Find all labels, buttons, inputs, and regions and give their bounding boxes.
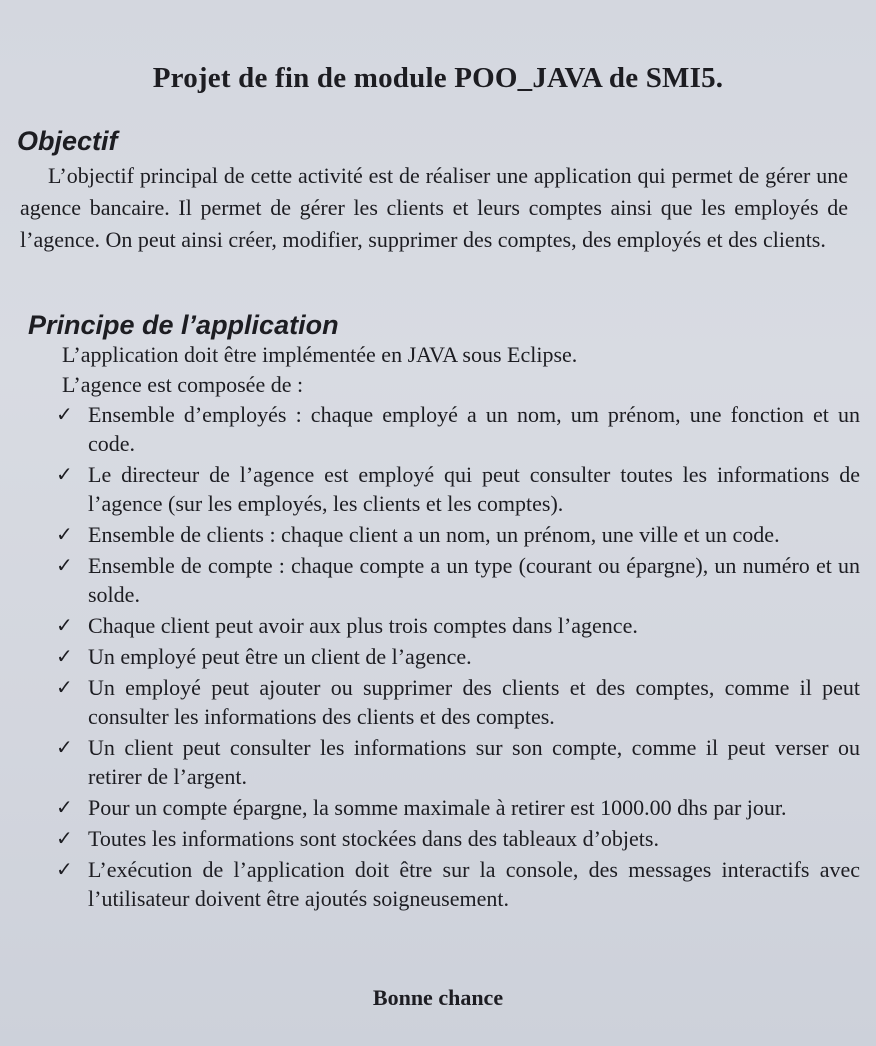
list-item-text: L’exécution de l’application doit être sur la console, des messages interactifs avec l’utilisateur doivent être ajoutés soigneusement. — [88, 857, 860, 911]
objectif-heading: Objectif — [17, 126, 118, 156]
list-item — [52, 400, 860, 458]
checkmark-icon: ✓ — [56, 857, 73, 881]
list-item — [52, 642, 860, 671]
list-item — [52, 793, 860, 822]
document-title: Projet de fin de module POO_JAVA de SMI5. — [152, 62, 724, 94]
list-item-text: Un employé peut ajouter ou supprimer des clients et des comptes, comme il peut consulter les informations des clients et des comptes. — [88, 675, 860, 729]
checkmark-icon: ✓ — [56, 462, 73, 486]
list-item-text: Le directeur de l’agence est employé qui peut consulter toutes les informations de l’agence (sur les employés, les clients et les comptes). — [88, 462, 860, 516]
closing-text: Bonne chance — [372, 985, 504, 1010]
list-item — [52, 824, 860, 853]
list-item — [52, 673, 860, 731]
principe-intro-line-1: L’application doit être implémentée en JAVA sous Eclipse. — [62, 342, 578, 367]
principe-intro-line-2: L’agence est composée de : — [62, 372, 304, 397]
list-item — [52, 520, 860, 549]
list-item — [52, 733, 860, 791]
list-item — [52, 611, 860, 640]
list-item — [52, 551, 860, 609]
list-item — [52, 855, 860, 913]
checkmark-icon: ✓ — [56, 644, 73, 668]
list-item-text: Pour un compte épargne, la somme maximale à retirer est 1000.00 dhs par jour. — [88, 795, 787, 820]
list-item-text: Un client peut consulter les informations sur son compte, comme il peut verser ou retirer de l’argent. — [88, 735, 860, 789]
checkmark-icon: ✓ — [56, 613, 73, 637]
list-item-text: Ensemble de compte : chaque compte a un type (courant ou épargne), un numéro et un solde. — [88, 553, 860, 607]
checkmark-icon: ✓ — [56, 795, 73, 819]
checkmark-icon: ✓ — [56, 826, 73, 850]
checkmark-icon: ✓ — [56, 735, 73, 759]
principe-heading: Principe de l’application — [28, 310, 339, 340]
list-item-text: Toutes les informations sont stockées dans des tableaux d’objets. — [88, 826, 659, 851]
checkmark-icon: ✓ — [56, 522, 73, 546]
list-item-text: Ensemble de clients : chaque client a un nom, un prénom, une ville et un code. — [88, 522, 780, 547]
objectif-paragraph: L’objectif principal de cette activité est de réaliser une application qui permet de gérer une agence bancaire. Il permet de gérer les clients et leurs comptes ainsi que les employés de l’agence. On peut ainsi créer, modifier, supprimer des comptes, des employés et des clients. — [20, 163, 848, 252]
list-item-text: Un employé peut être un client de l’agence. — [88, 644, 472, 669]
checkmark-icon: ✓ — [56, 553, 73, 577]
requirements-list — [52, 400, 860, 915]
list-item-text: Ensemble d’employés : chaque employé a un nom, um prénom, une fonction et un code. — [88, 402, 860, 456]
checkmark-icon: ✓ — [56, 402, 73, 426]
list-item-text: Chaque client peut avoir aux plus trois comptes dans l’agence. — [88, 613, 638, 638]
checkmark-icon: ✓ — [56, 675, 73, 699]
list-item — [52, 460, 860, 518]
